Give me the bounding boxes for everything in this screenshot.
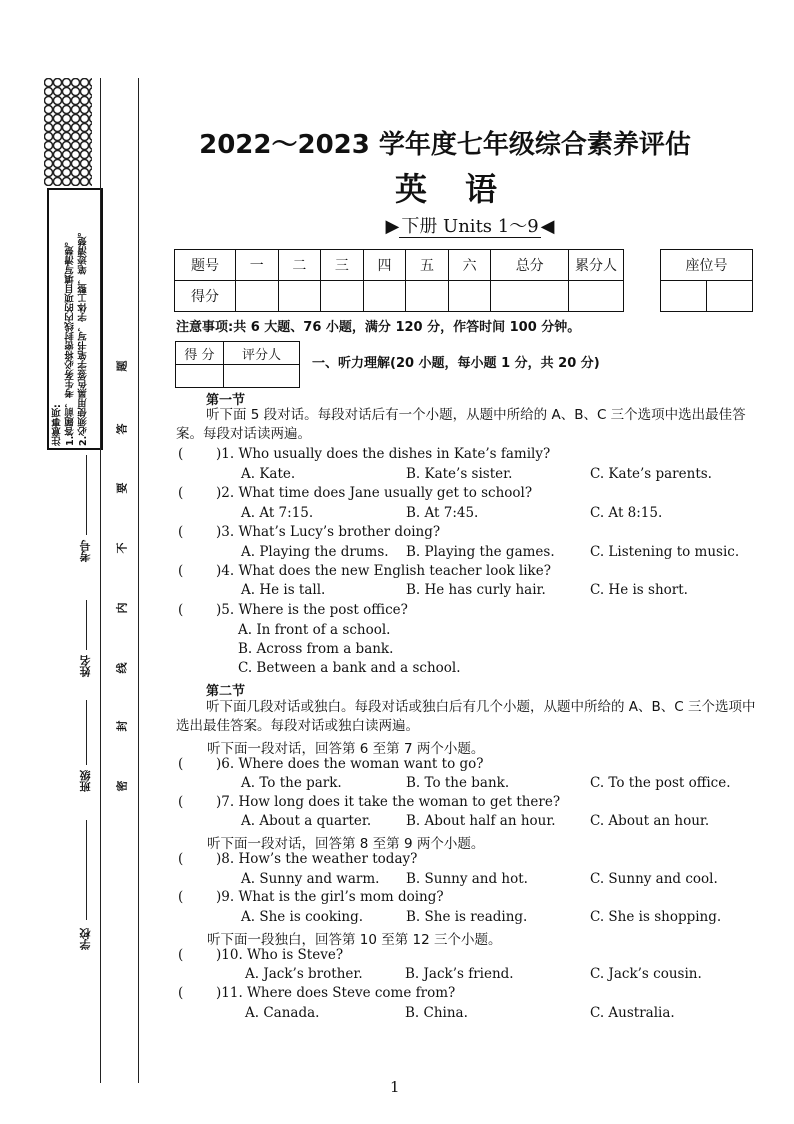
option-c: C. Australia. [590, 1005, 675, 1021]
seal-char: 要 [115, 482, 129, 494]
question [178, 485, 532, 501]
score-header-cell: 六 [448, 250, 491, 281]
grader-person-label: 评分人 [224, 342, 300, 365]
score-header-cell: 二 [278, 250, 321, 281]
seal-char: 题 [115, 360, 129, 372]
score-header-cell: 一 [236, 250, 279, 281]
units-text: 下册 Units 1～9 [401, 216, 539, 237]
part-label: 第一节 [206, 393, 246, 408]
seal-char: 不 [115, 542, 129, 554]
option-b: B. China. [405, 1005, 468, 1021]
seat-cell[interactable] [707, 281, 753, 312]
margin-line-inner [100, 78, 101, 1083]
question [178, 563, 551, 579]
option-a: A. Sunny and warm. [241, 871, 380, 887]
margin-notice-line: 2.必须使用黑色签字笔书写，字体工整，笔迹清楚。 [78, 226, 89, 446]
exam-title: 2022～2023 学年度七年级综合素养评估 [199, 130, 691, 160]
answer-paren[interactable]: ( [178, 851, 184, 867]
question-text: )4. What does the new English teacher look like? [216, 563, 551, 579]
option-c: C. She is shopping. [590, 909, 722, 925]
score-header-cell: 总分 [491, 250, 569, 281]
option-b: B. Kate’s sister. [406, 466, 513, 482]
arrow-right-icon: ▶ [385, 216, 400, 237]
option-c: C. Kate’s parents. [590, 466, 712, 482]
answer-paren[interactable]: ( [178, 947, 184, 963]
grader-person-cell[interactable] [224, 365, 300, 388]
option-b: B. About half an hour. [406, 813, 556, 829]
score-header-cell: 五 [406, 250, 449, 281]
answer-paren[interactable]: ( [178, 446, 184, 462]
part-instructions: 听下面几段对话或独白。每段对话或独白后有几个小题，从题中所给的 A、B、C 三个选项中选出最佳答案。每段对话或独白读两遍。 [176, 699, 756, 734]
option-a: A. She is cooking. [241, 909, 364, 925]
question [178, 446, 550, 462]
option-c: C. Between a bank and a school. [238, 660, 461, 676]
option-c: C. To the post office. [590, 775, 731, 791]
option-b: B. Sunny and hot. [406, 871, 528, 887]
option-b: B. He has curly hair. [406, 582, 546, 598]
question-text: )5. Where is the post office? [216, 602, 408, 618]
field-exam-number-line[interactable] [86, 455, 87, 535]
answer-paren[interactable]: ( [178, 794, 184, 810]
option-b: B. She is reading. [406, 909, 528, 925]
grader-score-cell[interactable] [176, 365, 224, 388]
exam-subject: 英语 [394, 170, 535, 208]
page-number: 1 [390, 1078, 400, 1096]
answer-paren[interactable]: ( [178, 485, 184, 501]
option-b: B. Jack’s friend. [405, 966, 514, 982]
arrow-left-icon: ◀ [540, 216, 555, 237]
question-text: )6. Where does the woman want to go? [216, 756, 484, 772]
field-school: 学校 [79, 928, 92, 950]
section-heading: 一、听力理解(20 小题，每小题 1 分，共 20 分) [312, 356, 600, 371]
option-c: C. Sunny and cool. [590, 871, 718, 887]
question-text: )7. How long does it take the woman to get there? [216, 794, 561, 810]
question-text: )11. Where does Steve come from? [216, 985, 456, 1001]
option-c: C. About an hour. [590, 813, 710, 829]
option-a: A. About a quarter. [241, 813, 372, 829]
margin-notice-box [47, 188, 103, 450]
answer-paren[interactable]: ( [178, 985, 184, 1001]
option-a: A. Playing the drums. [241, 544, 389, 560]
option-b: B. Playing the games. [406, 544, 555, 560]
field-exam-number: 考号 [79, 540, 92, 562]
margin-notice-line: 注意事项: [52, 404, 63, 446]
score-header-cell: 累分人 [569, 250, 624, 281]
seal-char: 密 [115, 780, 129, 792]
score-cell[interactable] [569, 281, 624, 312]
score-cell[interactable] [278, 281, 321, 312]
question-text: )2. What time does Jane usually get to school? [216, 485, 533, 501]
field-class-line[interactable] [86, 700, 87, 765]
score-cell[interactable] [321, 281, 364, 312]
exam-notice: 注意事项:共 6 大题、76 小题，满分 120 分，作答时间 100 分钟。 [176, 320, 581, 335]
answer-paren[interactable]: ( [178, 602, 184, 618]
option-a: A. At 7:15. [241, 505, 314, 521]
field-class: 班级 [79, 770, 92, 792]
score-cell[interactable] [363, 281, 406, 312]
question [178, 602, 408, 618]
margin-notice-line: 1.答题前，考生务必将密封线内的项目填写清楚。 [65, 236, 76, 446]
field-name-line[interactable] [86, 600, 87, 650]
option-a: A. He is tall. [241, 582, 326, 598]
part-label: 第二节 [206, 684, 246, 699]
question-text: )3. What’s Lucy’s brother doing? [216, 524, 441, 540]
score-table [174, 249, 624, 312]
score-header-cell: 题号 [175, 250, 236, 281]
question [178, 985, 455, 1001]
seal-line [138, 78, 139, 1083]
answer-paren[interactable]: ( [178, 563, 184, 579]
score-cell[interactable] [491, 281, 569, 312]
margin-notice-text [51, 192, 99, 446]
question [178, 947, 343, 963]
option-a: A. Canada. [245, 1005, 320, 1021]
question [178, 851, 417, 867]
option-c: C. Listening to music. [590, 544, 740, 560]
question-text: )9. What is the girl’s mom doing? [216, 889, 444, 905]
answer-paren[interactable]: ( [178, 889, 184, 905]
seat-cell[interactable] [661, 281, 707, 312]
question [178, 524, 440, 540]
seal-char: 线 [115, 662, 129, 674]
field-name: 姓名 [79, 655, 92, 677]
answer-paren[interactable]: ( [178, 524, 184, 540]
question-text: )8. How’s the weather today? [216, 851, 418, 867]
binding-holes [44, 78, 92, 186]
units-banner [370, 212, 570, 238]
score-header-cell: 四 [363, 250, 406, 281]
option-a: A. To the park. [241, 775, 342, 791]
grader-score-label: 得 分 [176, 342, 224, 365]
option-c: C. He is short. [590, 582, 688, 598]
question [178, 756, 484, 772]
option-a: A. In front of a school. [238, 622, 391, 638]
part-instructions: 听下面 5 段对话。每段对话后有一个小题，从题中所给的 A、B、C 三个选项中选出最佳答案。每段对话读两遍。 [176, 407, 746, 442]
score-header-cell: 三 [321, 250, 364, 281]
question-text: )10. Who is Steve? [216, 947, 344, 963]
option-c: C. Jack’s cousin. [590, 966, 702, 982]
seat-label: 座位号 [661, 250, 753, 281]
score-cell[interactable] [448, 281, 491, 312]
score-cell[interactable] [236, 281, 279, 312]
seal-char: 答 [115, 423, 129, 435]
seat-table [660, 249, 753, 312]
field-school-line[interactable] [86, 820, 87, 920]
listening-lead: 听下面一段对话，回答第 6 至第 7 两个小题。 [207, 741, 485, 757]
answer-paren[interactable]: ( [178, 756, 184, 772]
question [178, 889, 444, 905]
score-row-label: 得分 [175, 281, 236, 312]
option-b: B. At 7:45. [406, 505, 479, 521]
option-a: A. Jack’s brother. [245, 966, 363, 982]
option-b: B. Across from a bank. [238, 641, 394, 657]
seal-char: 内 [115, 602, 129, 614]
option-b: B. To the bank. [406, 775, 510, 791]
question-text: )1. Who usually does the dishes in Kate’s family? [216, 446, 551, 462]
option-a: A. Kate. [241, 466, 296, 482]
option-c: C. At 8:15. [590, 505, 663, 521]
seal-char: 封 [115, 720, 129, 732]
grader-table [175, 341, 300, 388]
question [178, 794, 560, 810]
listening-lead: 听下面一段对话，回答第 8 至第 9 两个小题。 [207, 836, 485, 852]
score-cell[interactable] [406, 281, 449, 312]
listening-lead: 听下面一段独白，回答第 10 至第 12 三个小题。 [207, 932, 502, 948]
